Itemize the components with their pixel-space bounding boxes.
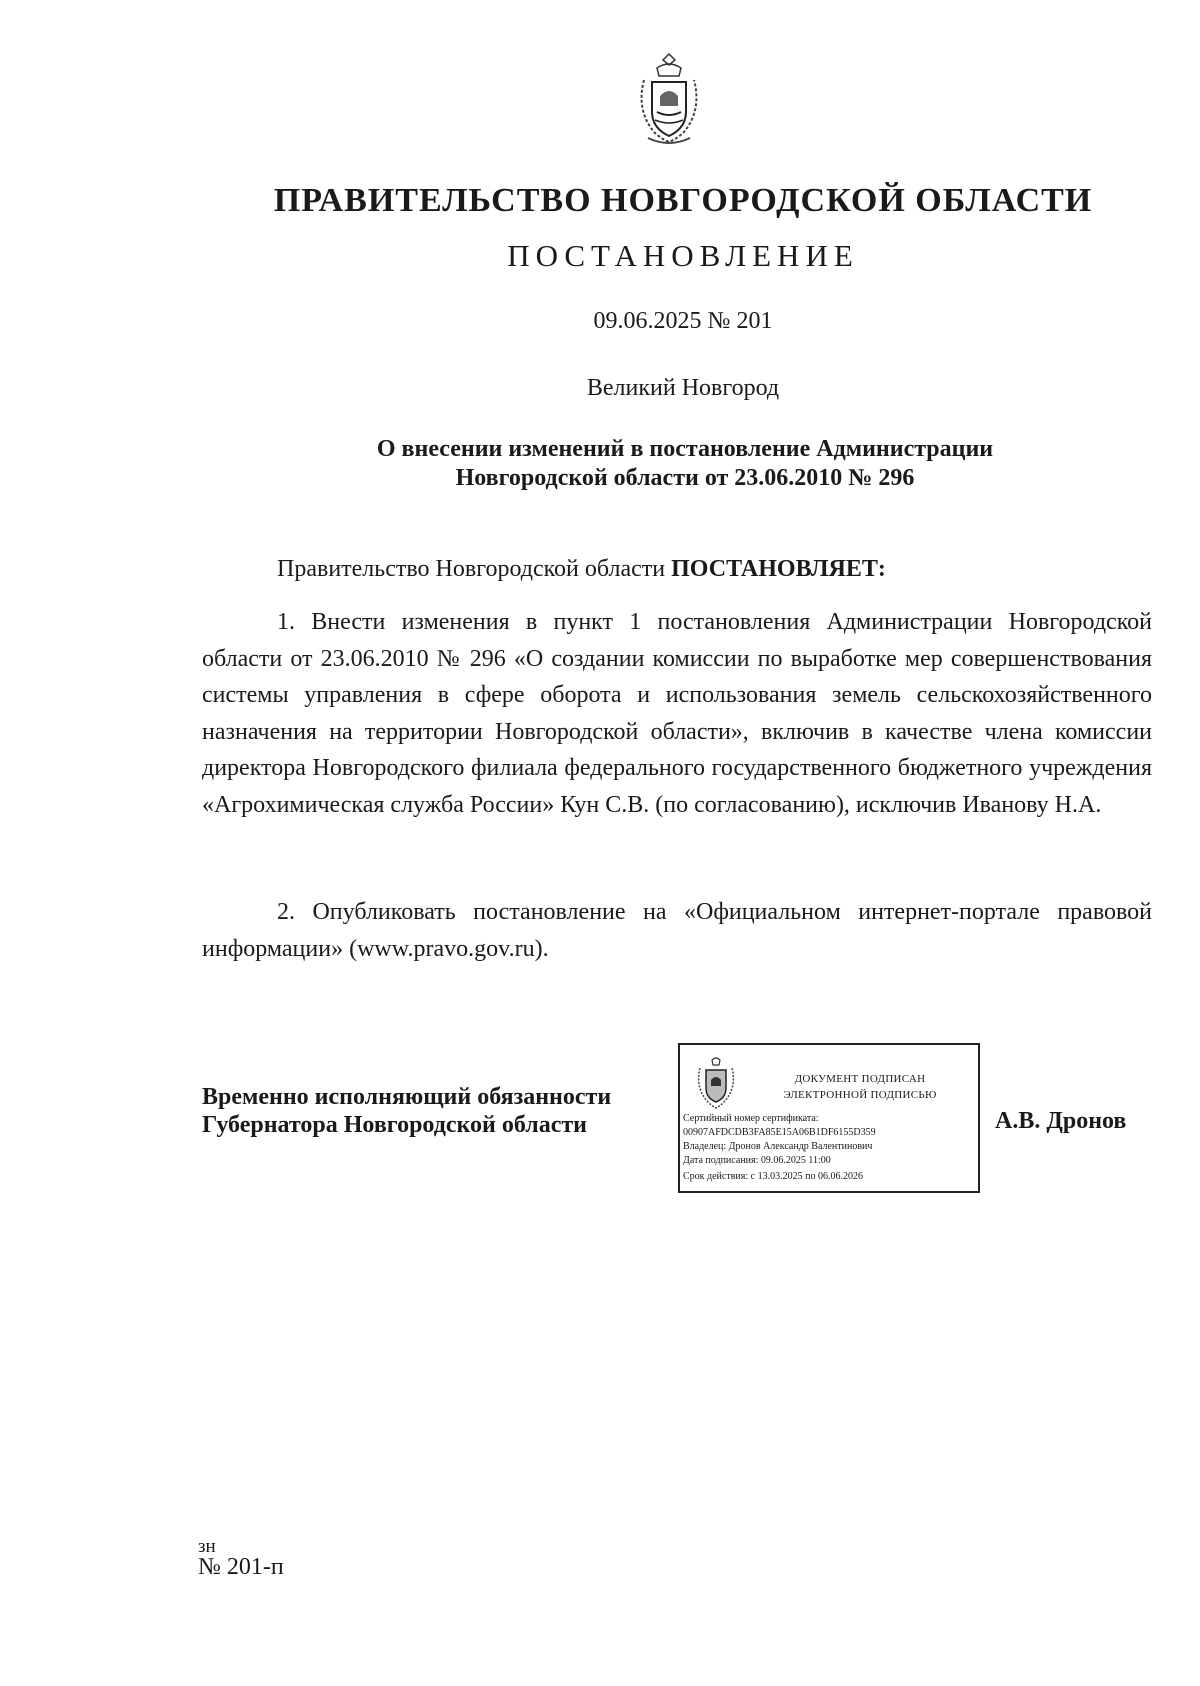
government-title: ПРАВИТЕЛЬСТВО НОВГОРОДСКОЙ ОБЛАСТИ <box>273 182 1093 219</box>
footer-document-number: № 201-п <box>198 1554 284 1580</box>
electronic-signature-stamp <box>678 1043 980 1193</box>
preamble-text: Правительство Новгородской области <box>277 556 672 582</box>
stamp-header-line-1: ДОКУМЕНТ ПОДПИСАН <box>794 1073 926 1085</box>
stamp-header <box>750 1071 970 1103</box>
certificate-owner: Владелец: Дронов Александр Валентинович <box>683 1141 873 1152</box>
stamp-header-line-2: ЭЛЕКТРОННОЙ ПОДПИСЬЮ <box>783 1089 937 1101</box>
signatory-title-line-1: Временно исполняющий обязанности <box>202 1084 612 1110</box>
paragraph-1: 1. Внести изменения в пункт 1 постановления Администрации Новгородской области от 23.06.2010 № 296 «О создании комиссии по выработке мер совершенствования системы управления в сфере оборота и использования земель сельскохозяйственного назначения на территории Новгородской области», включив в качестве члена комиссии директора Новгородского филиала федерального государственного бюджетного учреждения «Агрохимическая служба России» Кун С.В. (по согласованию), исключив Иванову Н.А. <box>202 609 1152 818</box>
signing-date: Дата подписания: 09.06.2025 11:00 <box>683 1155 831 1166</box>
signatory-title <box>202 1083 611 1139</box>
document-city: Великий Новгород <box>586 375 780 401</box>
document-date-number: 09.06.2025 № 201 <box>593 308 773 334</box>
signatory-name: А.В. Дронов <box>995 1108 1127 1134</box>
coat-of-arms-icon <box>630 50 708 150</box>
subject-line-2: Новгородской области от 23.06.2010 № 296 <box>455 465 915 491</box>
stamp-emblem-icon <box>692 1054 740 1112</box>
preamble-decree-word: ПОСТАНОВЛЯЕТ: <box>671 556 886 582</box>
certificate-number: 00907AFDCDB3FA85E15A06B1DF6155D359 <box>683 1127 876 1138</box>
paragraph-2: 2. Опубликовать постановление на «Официальном интернет-портале правовой информации» (www.pravo.gov.ru). <box>202 899 1152 962</box>
certificate-label: Сертийный номер сертификата: <box>683 1113 819 1124</box>
document-type: ПОСТАНОВЛЕНИЕ <box>507 238 859 273</box>
document-subject <box>240 435 1130 493</box>
signatory-title-line-2: Губернатора Новгородской области <box>202 1112 588 1138</box>
certificate-validity: Срок действия: с 13.03.2025 по 06.06.2026 <box>683 1171 863 1182</box>
footer-code: зн <box>198 1536 216 1557</box>
preamble <box>277 556 886 583</box>
subject-line-1: О внесении изменений в постановление Администрации <box>376 436 994 462</box>
